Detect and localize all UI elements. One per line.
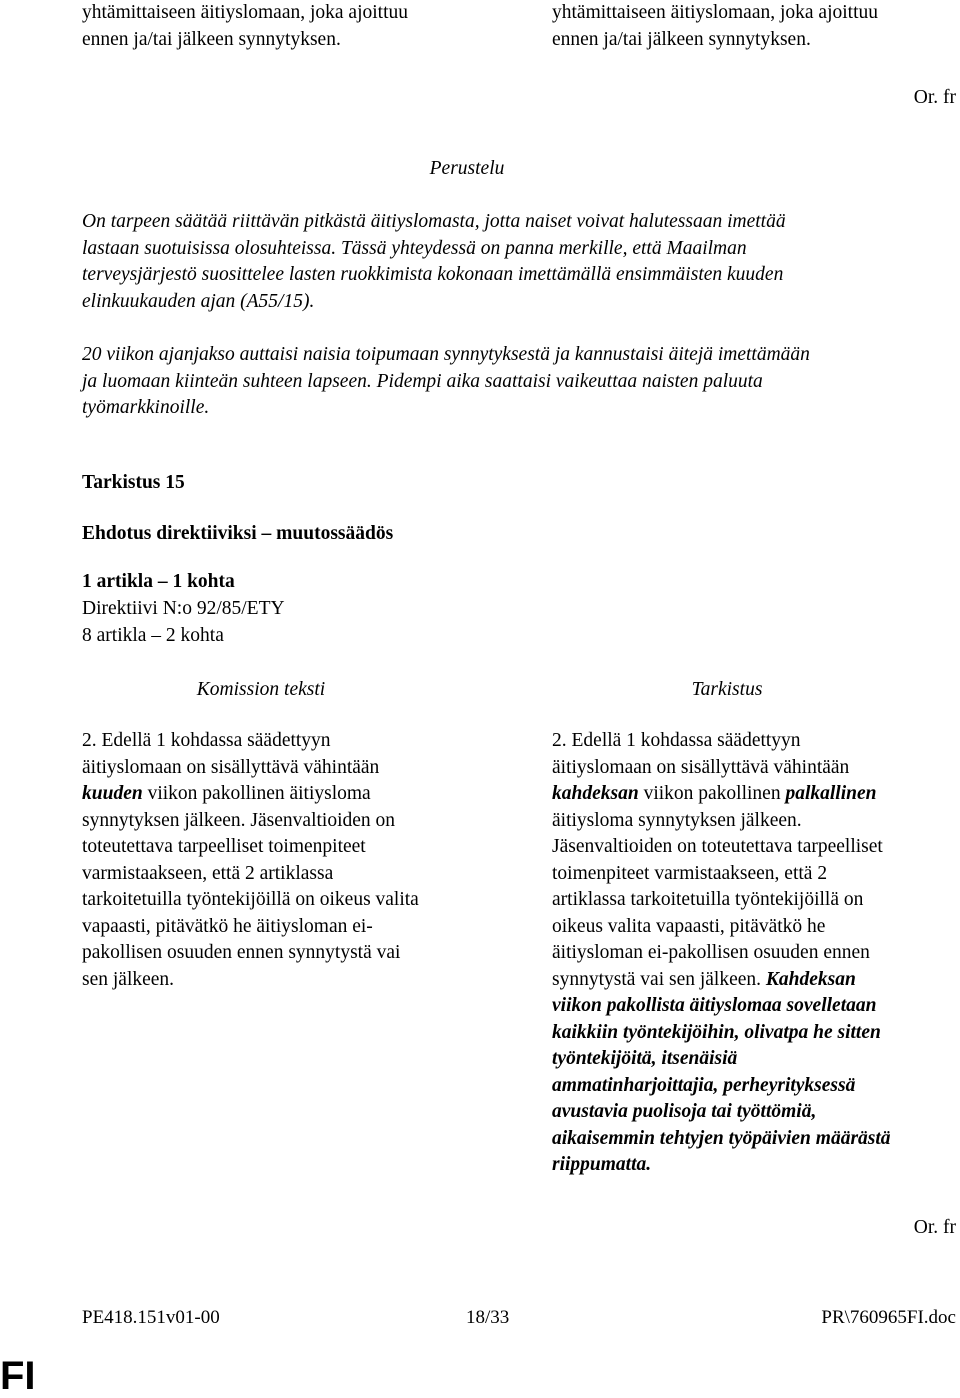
amendment-text-line: kahdeksan viikon pakollinen palkallinen xyxy=(552,783,877,804)
amendment-text-line: Jäsenvaltioiden on toteutettava tarpeelliset xyxy=(552,836,883,857)
amendment-number-value: 15 xyxy=(165,472,185,493)
amendment-text-line: äitiyslomaan on sisällyttävä vähintään xyxy=(552,756,850,778)
footer-page-number: 18/33 xyxy=(466,1307,510,1328)
commission-text-line: pakollisen osuuden ennen synnytystä vai xyxy=(82,942,401,963)
commission-text-line: kuuden viikon pakollinen äitiysloma xyxy=(82,783,371,804)
amendment-text-line: artiklassa tarkoitetuilla työntekijöillä on xyxy=(552,889,864,910)
justification-paragraph-1 xyxy=(82,209,952,315)
amendment-text-line xyxy=(552,1020,952,1047)
top-right-line: yhtämittaiseen äitiyslomaan, joka ajoittuu xyxy=(552,2,879,23)
commission-text-line: toteutettava tarpeelliset toimenpiteet xyxy=(82,836,366,857)
amendment-text-line xyxy=(552,1152,952,1179)
amendment-text-line: toimenpiteet varmistaakseen, että 2 xyxy=(552,862,828,884)
top-right-text xyxy=(552,0,952,53)
justification-paragraph-2 xyxy=(82,342,952,422)
amendment-text-line: äitiysloma synnytyksen jälkeen. xyxy=(552,809,802,831)
changed-text: aikaisemmin tehtyjen työpäivien määrästä xyxy=(552,1127,891,1149)
changed-text: työntekijöitä, itsenäisiä xyxy=(552,1048,738,1069)
justification-line: elinkuukauden ajan (A55/15). xyxy=(82,290,315,312)
amendment-number xyxy=(82,470,185,497)
amendment-label: Tarkistus xyxy=(82,472,161,493)
changed-text: palkallinen xyxy=(785,783,877,804)
top-right-line: ennen ja/tai jälkeen synnytyksen. xyxy=(552,28,811,50)
commission-text-line: tarkoitetuilla työntekijöillä on oikeus valita xyxy=(82,889,419,910)
commission-text-line: 2. Edellä 1 kohdassa säädettyyn xyxy=(82,730,331,751)
footer-file-name: PR\760965FI.doc xyxy=(821,1307,956,1328)
amendment-text-line xyxy=(552,1099,952,1126)
justification-heading: Perustelu xyxy=(429,158,505,179)
amendment-text-heading: Tarkistus xyxy=(691,679,763,700)
commission-text-line: varmistaakseen, että 2 artiklassa xyxy=(82,862,334,884)
changed-text: kahdeksan xyxy=(552,783,639,804)
changed-text: kuuden xyxy=(82,783,143,804)
original-language-note-2: Or. fr xyxy=(913,1217,956,1238)
article-reference: 1 artikla – 1 kohta xyxy=(82,571,235,592)
top-left-line: ennen ja/tai jälkeen synnytyksen. xyxy=(82,28,341,50)
language-tag: FI xyxy=(0,1354,36,1398)
commission-text-heading: Komission teksti xyxy=(196,679,326,700)
changed-text: Kahdeksan xyxy=(765,968,856,990)
justification-line: terveysjärjestö suosittelee lasten ruokkimista kokonaan imettämällä ensimmäisten kuuden xyxy=(82,264,784,285)
commission-text-line: vapaasti, pitävätkö he äitiysloman ei- xyxy=(82,915,373,937)
justification-line: On tarpeen säätää riittävän pitkästä äitiyslomasta, jotta naiset voivat halutessaan imettää xyxy=(82,211,786,232)
commission-text-line: sen jälkeen. xyxy=(82,968,175,990)
justification-line: työmarkkinoille. xyxy=(82,397,210,418)
amendment-text-line xyxy=(552,1073,952,1100)
amendment-text-line: 2. Edellä 1 kohdassa säädettyyn xyxy=(552,730,801,751)
commission-text-line: äitiyslomaan on sisällyttävä vähintään xyxy=(82,756,380,778)
justification-line: lastaan suotuisissa olosuhteissa. Tässä yhteydessä on panna merkille, että Maailman xyxy=(82,237,747,259)
changed-text: ammatinharjoittajia, perheyrityksessä xyxy=(552,1074,856,1096)
changed-text: viikon pakollista äitiyslomaa sovelletaan xyxy=(552,995,877,1016)
article-sub-reference: 8 artikla – 2 kohta xyxy=(82,625,224,646)
top-left-text xyxy=(82,0,492,53)
amendment-text-line: äitiysloman ei-pakollisen osuuden ennen xyxy=(552,942,870,963)
changed-text: riippumatta. xyxy=(552,1154,652,1175)
amendment-text-line: oikeus valita vapaasti, pitävätkö he xyxy=(552,915,826,937)
amendment-text-line xyxy=(552,1046,952,1073)
changed-text: avustavia puolisoja tai työttömiä, xyxy=(552,1101,817,1122)
directive-reference: Direktiivi N:o 92/85/ETY xyxy=(82,598,285,619)
justification-line: ja luomaan kiinteän suhteen lapseen. Pidempi aika saattaisi vaikeuttaa naisten paluuta xyxy=(82,370,763,392)
amendment-text-line xyxy=(552,993,952,1020)
amendment-text-line xyxy=(552,1126,952,1153)
top-left-line: yhtämittaiseen äitiyslomaan, joka ajoittuu xyxy=(82,2,409,23)
commission-text-body xyxy=(82,728,492,993)
justification-line: 20 viikon ajanjakso auttaisi naisia toipumaan synnytyksestä ja kannustaisi äitejä imettämään xyxy=(82,344,810,365)
amendment-text-body xyxy=(552,728,952,1179)
footer-document-ref: PE418.151v01-00 xyxy=(82,1307,220,1328)
changed-text: kaikkiin työntekijöihin, olivatpa he sitten xyxy=(552,1021,881,1043)
commission-text-line: synnytyksen jälkeen. Jäsenvaltioiden on xyxy=(82,809,396,831)
original-language-note: Or. fr xyxy=(913,87,956,108)
proposal-title: Ehdotus direktiiviksi – muutossäädös xyxy=(82,523,394,544)
amendment-text-line: synnytystä vai sen jälkeen. Kahdeksan xyxy=(552,968,856,990)
